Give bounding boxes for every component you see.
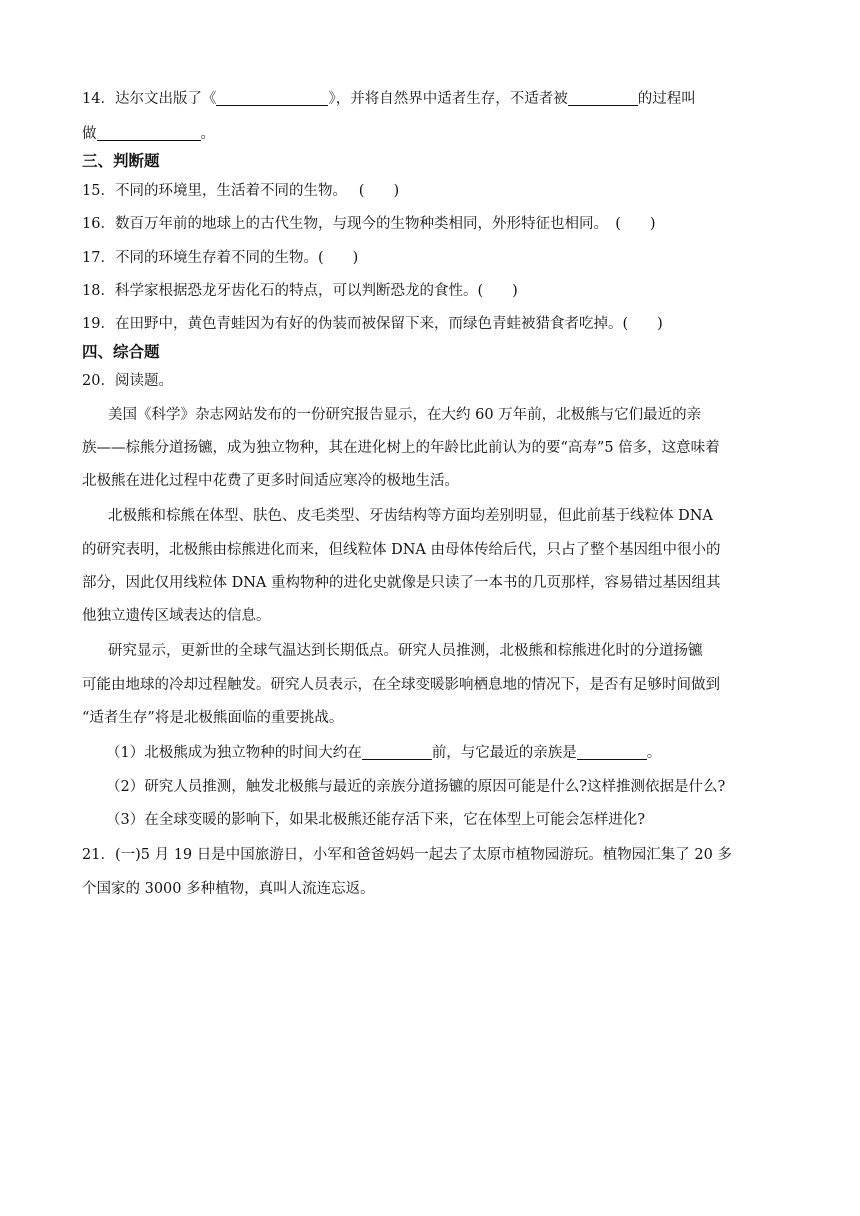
question-21-line: 21．(一)5 月 19 日是中国旅游日，小军和爸爸妈妈一起去了太原市植物园游玩。植物园汇集了 20 多: [82, 847, 732, 863]
passage-paragraph-2-line: 他独立遗传区域表达的信息。: [82, 608, 271, 624]
section-4-heading: 四、综合题: [82, 343, 160, 361]
question-20-title: 20．阅读题。: [82, 373, 173, 389]
passage-paragraph-1-line: 北极熊在进化过程中花费了更多时间适应寒冷的极地生活。: [82, 473, 459, 489]
passage-paragraph-3-line: 研究显示，更新世的全球气温达到长期低点。研究人员推测，北极熊和棕熊进化时的分道扬镳: [108, 643, 703, 659]
passage-paragraph-1-line: 美国《科学》杂志网站发布的一份研究报告显示，在大约 60 万年前，北极熊与它们最近的亲: [108, 407, 702, 423]
passage-paragraph-3-line: “适者生存”将是北极熊面临的重要挑战。: [82, 710, 344, 726]
passage-paragraph-1-line: 族——棕熊分道扬镳，成为独立物种，其在进化树上的年龄比此前认为的要“高寿”5 倍多，这意味着: [82, 440, 720, 456]
passage-paragraph-2-line: 北极熊和棕熊在体型、肤色、皮毛类型、牙齿结构等方面均差别明显，但此前基于线粒体 DNA: [108, 508, 713, 524]
question-19: 19．在田野中，黄色青蛙因为有好的伪装而被保留下来，而绿色青蛙被猎食者吃掉。( ): [82, 316, 663, 332]
question-14-line-2: 做 。: [82, 126, 215, 142]
answer-blank[interactable]: [577, 743, 647, 760]
question-15: 15．不同的环境里，生活着不同的生物。 ( ): [82, 183, 400, 199]
answer-blank[interactable]: [362, 743, 432, 760]
question-17: 17．不同的环境生存着不同的生物。( ): [82, 250, 359, 266]
passage-paragraph-3-line: 可能由地球的冷却过程触发。研究人员表示，在全球变暖影响栖息地的情况下，是否有足够时间做到: [82, 677, 720, 693]
passage-paragraph-2-line: 的研究表明，北极熊由棕熊进化而来，但线粒体 DNA 由母体传给后代，只占了整个基因组中很小的: [82, 542, 721, 558]
question-20-sub-1: （1）北极熊成为独立物种的时间大约在 前，与它最近的亲族是 。: [106, 745, 662, 761]
answer-blank[interactable]: [97, 124, 201, 141]
question-16: 16．数百万年前的地球上的古代生物，与现今的生物种类相同，外形特征也相同。 ( ): [82, 216, 656, 232]
question-14-line-1: 14．达尔文出版了《 》，并将自然界中适者生存，不适者被 的过程叫: [82, 91, 696, 107]
question-18: 18．科学家根据恐龙牙齿化石的特点，可以判断恐龙的食性。( ): [82, 283, 518, 299]
question-20-sub-3: （3）在全球变暖的影响下，如果北极熊还能存活下来，它在体型上可能会怎样进化?: [106, 812, 645, 828]
question-20-sub-2: （2）研究人员推测，触发北极熊与最近的亲族分道扬镳的原因可能是什么?这样推测依据是什么?: [106, 779, 726, 795]
question-21-line: 个国家的 3000 多种植物，真叫人流连忘返。: [82, 881, 375, 897]
answer-blank[interactable]: [216, 89, 328, 106]
section-3-heading: 三、判断题: [82, 152, 160, 170]
answer-blank[interactable]: [568, 89, 638, 106]
passage-paragraph-2-line: 部分，因此仅用线粒体 DNA 重构物种的进化史就像是只读了一本书的几页那样，容易错过基因组其: [82, 575, 721, 591]
